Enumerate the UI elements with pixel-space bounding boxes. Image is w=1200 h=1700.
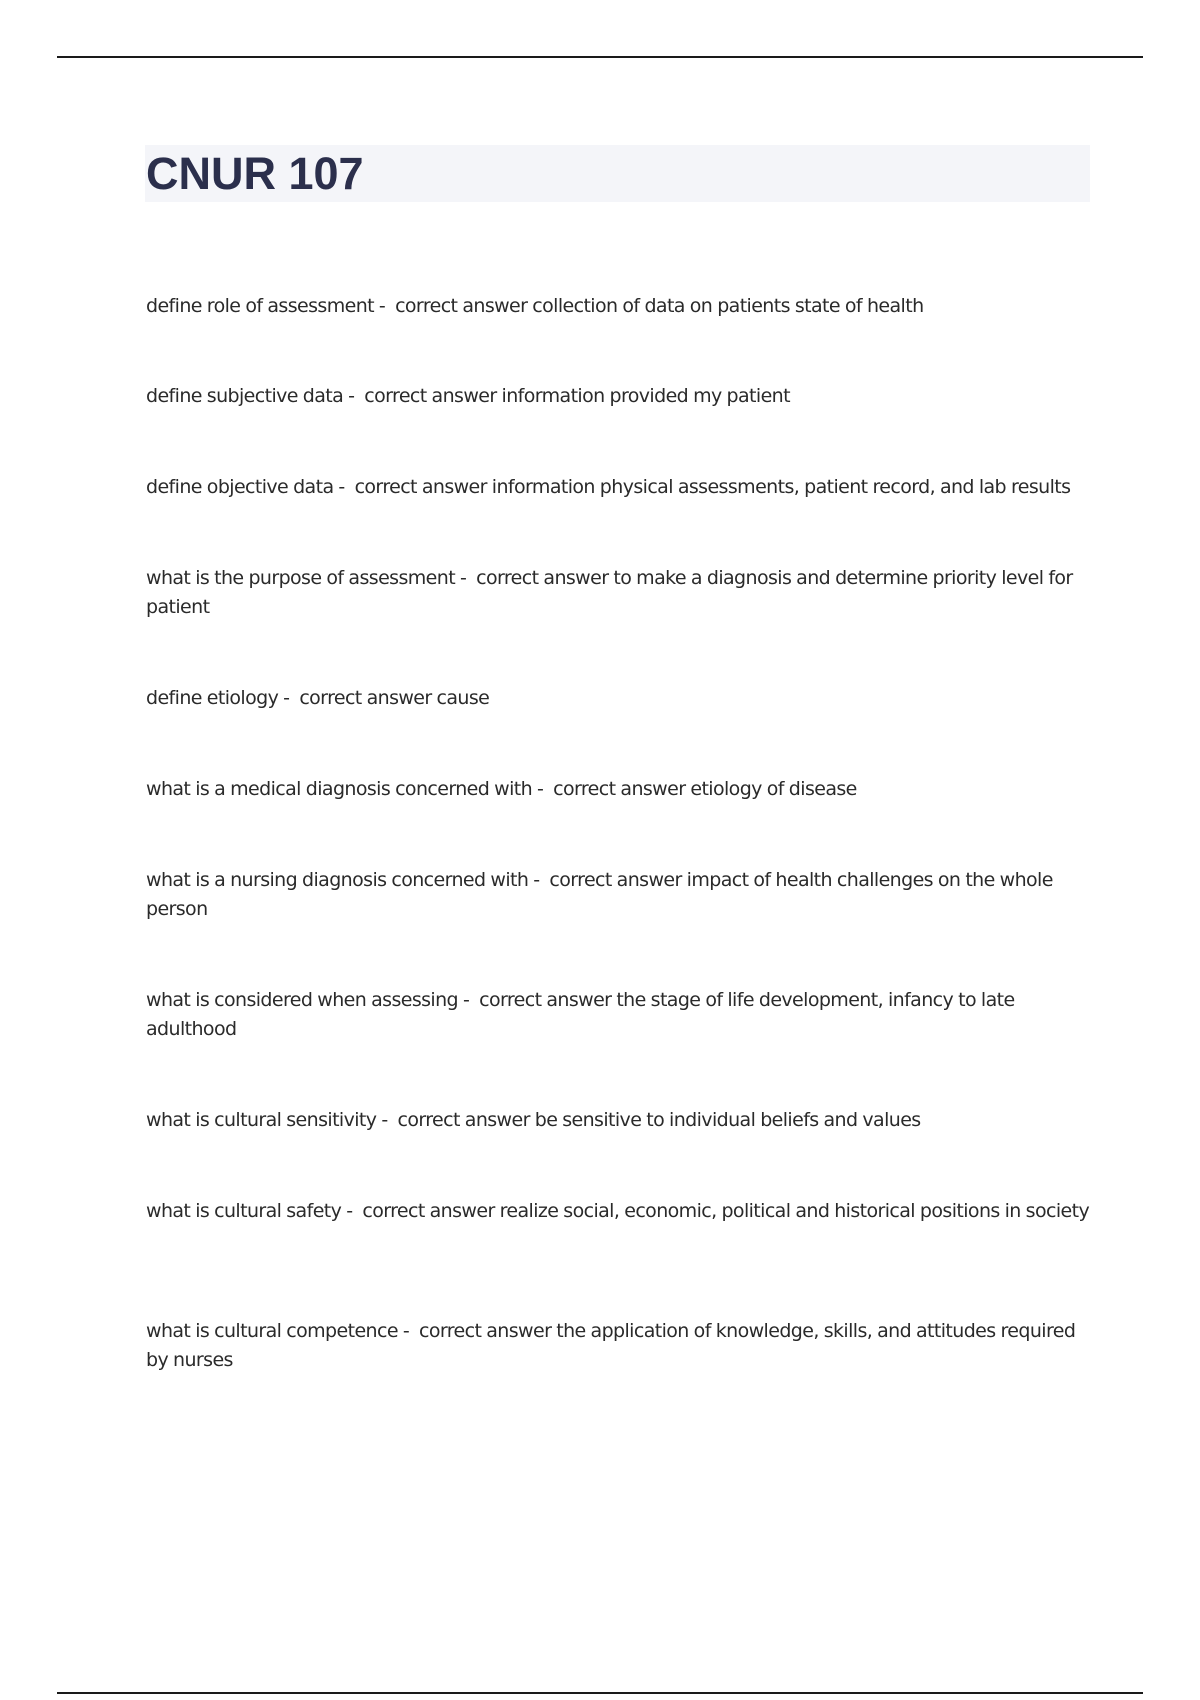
question-text: define objective data - bbox=[146, 476, 350, 498]
qa-item-considered-when-assessing bbox=[146, 986, 1091, 1044]
answer-text: correct answer information provided my patient bbox=[359, 385, 790, 407]
page-title: CNUR 107 bbox=[146, 148, 364, 199]
qa-item-etiology bbox=[146, 684, 1091, 713]
answer-text: correct answer the stage of life development, infancy to late adulthood bbox=[146, 989, 1020, 1040]
answer-text: correct answer collection of data on patients state of health bbox=[390, 295, 924, 317]
question-text: what is considered when assessing - bbox=[146, 989, 475, 1011]
question-text: define role of assessment - bbox=[146, 295, 391, 317]
qa-item-medical-diagnosis bbox=[146, 775, 1091, 804]
top-rule bbox=[57, 56, 1143, 58]
qa-item-objective-data bbox=[146, 473, 1091, 502]
answer-text: correct answer etiology of disease bbox=[548, 778, 857, 800]
question-text: define subjective data - bbox=[146, 385, 360, 407]
answer-text: correct answer to make a diagnosis and determine priority level for patient bbox=[146, 567, 1078, 618]
qa-item-role-of-assessment bbox=[146, 292, 1091, 321]
question-text: what is the purpose of assessment - bbox=[146, 567, 472, 589]
qa-item-purpose-of-assessment bbox=[146, 564, 1091, 622]
qa-item-cultural-safety bbox=[146, 1197, 1091, 1226]
question-text: what is a nursing diagnosis concerned with - bbox=[146, 869, 545, 891]
qa-item-subjective-data bbox=[146, 382, 1091, 411]
question-text: what is a medical diagnosis concerned with - bbox=[146, 778, 549, 800]
answer-text: correct answer cause bbox=[294, 687, 490, 709]
qa-item-nursing-diagnosis bbox=[146, 866, 1091, 924]
question-text: define etiology - bbox=[146, 687, 295, 709]
answer-text: correct answer realize social, economic, political and historical positions in society bbox=[357, 1200, 1090, 1222]
question-text: what is cultural sensitivity - bbox=[146, 1109, 393, 1131]
question-text: what is cultural safety - bbox=[146, 1200, 358, 1222]
answer-text: correct answer impact of health challenges on the whole person bbox=[146, 869, 1058, 920]
qa-item-cultural-sensitivity bbox=[146, 1106, 1091, 1135]
answer-text: correct answer the application of knowledge, skills, and attitudes required by nurses bbox=[146, 1320, 1081, 1371]
question-text: what is cultural competence - bbox=[146, 1320, 415, 1342]
answer-text: correct answer be sensitive to individual beliefs and values bbox=[392, 1109, 921, 1131]
qa-item-cultural-competence bbox=[146, 1317, 1091, 1375]
answer-text: correct answer information physical assessments, patient record, and lab results bbox=[349, 476, 1071, 498]
bottom-rule bbox=[57, 1692, 1143, 1694]
